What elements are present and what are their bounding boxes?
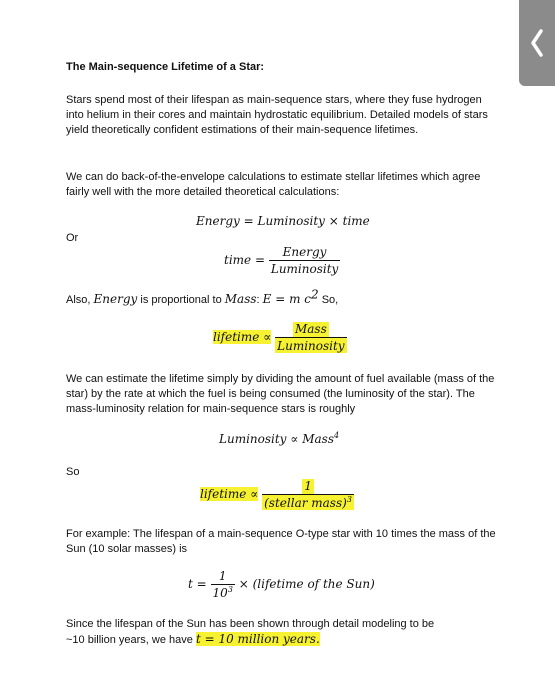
time-fraction-denominator: Luminosity — [270, 262, 339, 276]
example-exponent: 3 — [227, 585, 233, 594]
time-equation — [224, 245, 340, 276]
time-fraction — [269, 245, 340, 276]
so-label: So — [66, 466, 80, 478]
stellar-mass-fraction — [262, 479, 354, 510]
mass-luminosity-numerator: Mass — [294, 322, 327, 336]
intro-paragraph: Stars spend most of their lifespan as main-sequence stars, where they fuse hydrogen into helium in their cores and maintain hydrostatic equilibrium. Detailed models of stars yield theoretically confident estimations of their main-sequence lifetimes. — [66, 94, 488, 136]
example-fraction — [211, 569, 235, 600]
or-label: Or — [66, 232, 79, 244]
stellar-mass-numerator: 1 — [304, 479, 312, 493]
mass-luminosity-exponent: 4 — [333, 431, 340, 440]
stellar-mass-denominator — [262, 494, 354, 510]
energy-term: Energy — [93, 292, 138, 306]
time-fraction-numerator: Energy — [282, 245, 327, 259]
example-equation — [188, 569, 375, 600]
stellar-mass-den-text: (stellar mass) — [264, 496, 347, 510]
mass-luminosity-fraction — [275, 322, 346, 353]
lifetime-stellar-mass-equation — [200, 479, 354, 510]
time-equation-lhs: time = — [224, 253, 266, 267]
example-den-text: 10 — [212, 586, 228, 600]
formula-exponent: 2 — [311, 287, 319, 302]
mass-term: Mass — [224, 292, 257, 306]
mass-luminosity-text: Luminosity ∝ Mass — [219, 432, 334, 446]
fuel-paragraph: We can estimate the lifetime simply by dividing the amount of fuel available (mass of the star) by the rate at which the fuel is being consumed (the luminosity of the star). The mass-luminosity relation for main-sequence stars is roughly — [66, 373, 495, 415]
result-highlight: t = 10 million years. — [195, 632, 320, 646]
example-lhs: t = — [188, 577, 207, 591]
chevron-left-icon — [529, 28, 545, 58]
example-denominator — [211, 584, 235, 600]
mass-energy-line — [66, 287, 496, 308]
example-rhs: × (lifetime of the Sun) — [238, 577, 375, 591]
mass-energy-colon: : — [256, 294, 263, 306]
mass-energy-suffix: So, — [318, 294, 339, 306]
sun-lifespan-line1: Since the lifespan of the Sun has been shown through detail modeling to be — [66, 618, 435, 630]
example-paragraph: For example: The lifespan of a main-sequence O-type star with 10 times the mass of the Sun (10 solar masses) is — [66, 528, 496, 555]
mass-energy-middle: is proportional to — [137, 294, 225, 306]
example-numerator: 1 — [218, 569, 227, 583]
sun-lifespan-line2 — [66, 632, 496, 648]
energy-equation: Energy = Luminosity × time — [196, 214, 370, 228]
formula-mc: = m c — [271, 292, 312, 306]
mass-energy-prefix: Also, — [66, 294, 94, 306]
lifetime-mass-lhs: lifetime ∝ — [213, 330, 272, 344]
mass-luminosity-denominator: Luminosity — [277, 339, 345, 353]
lifetime-stellar-lhs: lifetime ∝ — [200, 487, 259, 501]
stellar-mass-exponent: 3 — [346, 495, 352, 504]
estimate-paragraph: We can do back-of-the-envelope calculations to estimate stellar lifetimes which agree fairly well with the more detailed theoretical calculations: — [66, 171, 481, 198]
mass-luminosity-relation — [219, 432, 339, 446]
formula-e: E — [262, 292, 272, 306]
sun-lifespan-prefix: ~10 billion years, we have — [66, 634, 196, 646]
back-button[interactable] — [519, 0, 555, 86]
page-title: The Main-sequence Lifetime of a Star: — [66, 61, 265, 73]
lifetime-mass-equation — [213, 322, 347, 353]
